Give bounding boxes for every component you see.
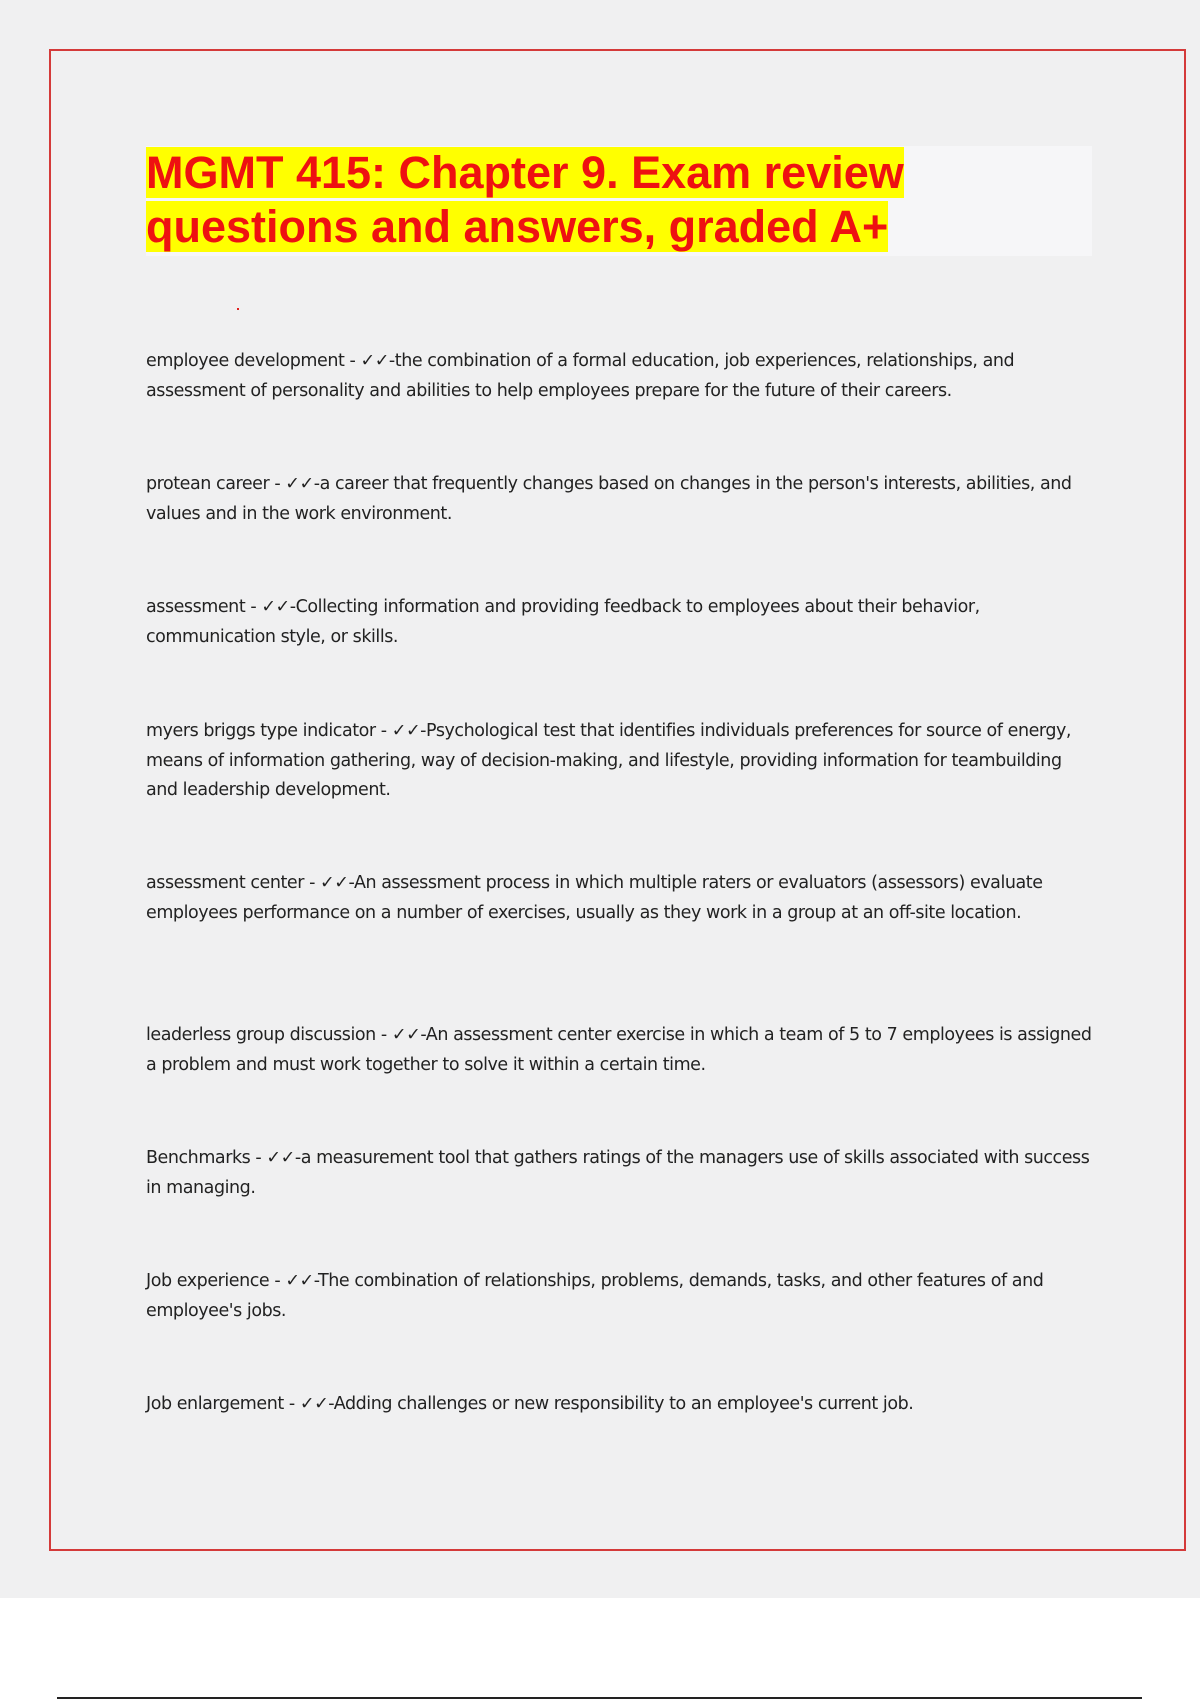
flashcard-entry [146, 717, 1096, 806]
stray-red-mark [237, 308, 239, 310]
flashcard-entry [146, 869, 1096, 928]
document-title [146, 146, 1092, 254]
entry-separator: - ✓✓- [375, 1025, 426, 1045]
entry-term: employee development [146, 351, 345, 371]
entry-term: assessment [146, 597, 246, 617]
document-title-text: MGMT 415: Chapter 9. Exam review questions and answers, graded A+ [146, 147, 904, 252]
flashcard-entry [146, 1267, 1096, 1326]
next-page-edge-line [57, 1697, 1142, 1699]
flashcard-entry [146, 593, 1096, 652]
flashcard-entry [146, 1144, 1096, 1203]
title-block [146, 146, 1092, 254]
entry-definition: Collecting information and providing feedback to employees about their behavior, communication style, or skills. [146, 597, 980, 647]
entry-definition: a measurement tool that gathers ratings of the managers use of skills associated with success in managing. [146, 1148, 1090, 1198]
flashcard-entry [146, 1390, 1096, 1420]
entry-separator: - ✓✓- [250, 1148, 301, 1168]
flashcard-entry [146, 347, 1096, 406]
entry-definition: An assessment process in which multiple raters or evaluators (assessors) evaluate employees performance on a number of exercises, usually as they work in a group at an off-site location. [146, 873, 1043, 923]
entry-term: Job experience [146, 1271, 270, 1291]
entry-definition: the combination of a formal education, job experiences, relationships, and assessment of personality and abilities to help employees prepare for the future of their careers. [146, 351, 1015, 401]
entry-separator: - ✓✓- [303, 873, 354, 893]
entry-term: Job enlargement [146, 1394, 284, 1414]
entry-definition: An assessment center exercise in which a team of 5 to 7 employees is assigned a problem and must work together to solve it within a certain time. [146, 1025, 1092, 1075]
entry-separator: - ✓✓- [375, 721, 427, 741]
flashcard-entry [146, 1021, 1096, 1080]
entry-definition: The combination of relationships, problems, demands, tasks, and other features of and employee's jobs. [146, 1271, 1044, 1321]
entry-separator: - ✓✓- [283, 1394, 334, 1414]
entry-definition: Adding challenges or new responsibility to an employee's current job. [333, 1394, 914, 1414]
entry-term: assessment center [146, 873, 304, 893]
entry-separator: - ✓✓- [344, 351, 395, 371]
flashcard-entry [146, 470, 1096, 529]
entry-term: protean career [146, 474, 270, 494]
entry-term: leaderless group discussion [146, 1025, 376, 1045]
entry-separator: - ✓✓- [269, 474, 320, 494]
entry-definition: Psychological test that identifies individuals preferences for source of energy, means of information gathering, way of decision-making, and lifestyle, providing information for teambuilding and leadership development. [146, 721, 1072, 800]
entry-definition: a career that frequently changes based on changes in the person's interests, abilities, and values and in the work environment. [146, 474, 1072, 524]
entry-term: myers briggs type indicator [146, 721, 376, 741]
entry-term: Benchmarks [146, 1148, 251, 1168]
entry-separator: - ✓✓- [245, 597, 296, 617]
entry-separator: - ✓✓- [269, 1271, 319, 1291]
